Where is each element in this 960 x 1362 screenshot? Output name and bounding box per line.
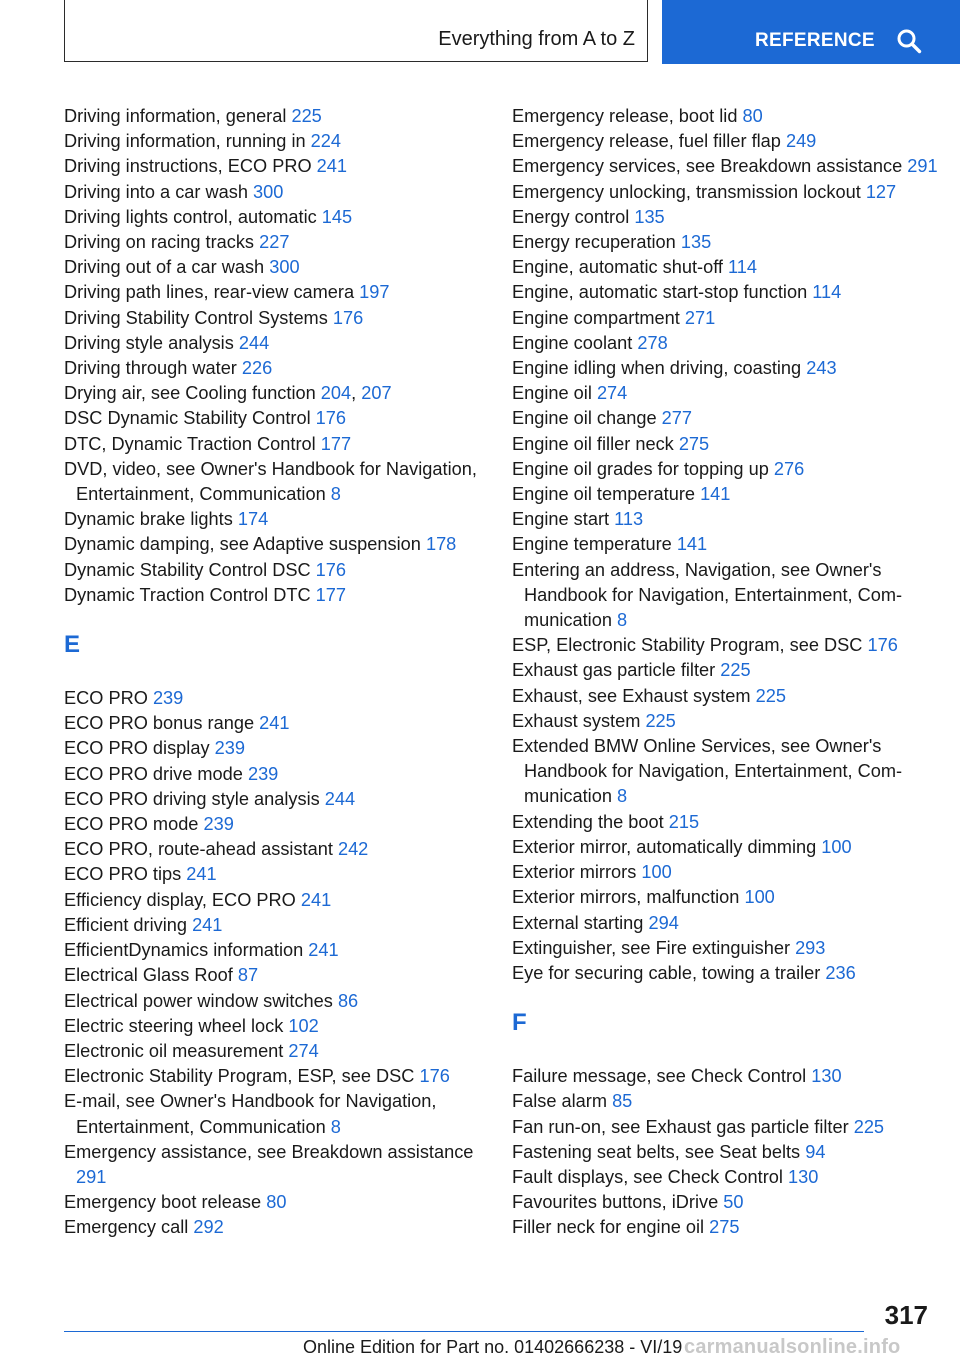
page-reference-link[interactable]: 242	[337, 839, 369, 860]
index-entry	[64, 432, 484, 457]
page-reference-link[interactable]: 178	[425, 534, 457, 555]
index-entry-text: Favourites buttons, iDrive	[512, 1192, 724, 1213]
index-entry	[512, 255, 952, 280]
index-entry	[64, 255, 484, 280]
index-entry-text: Exhaust system	[512, 710, 646, 731]
index-entry	[512, 1215, 952, 1240]
index-letter-heading: F	[512, 1009, 527, 1037]
index-entry-text: Driving Stability Control Systems	[64, 307, 333, 328]
index-entry	[64, 812, 484, 837]
index-entry	[64, 913, 484, 938]
index-entry-text: Dynamic brake lights	[64, 509, 238, 530]
index-entry	[64, 736, 484, 761]
page-reference-link[interactable]: 227	[259, 232, 290, 253]
page-reference-link[interactable]: 130	[811, 1066, 842, 1087]
index-entry-text: Emergency call	[64, 1217, 194, 1238]
index-entry-text: Efficient driving	[64, 914, 193, 935]
index-entry-text: Fastening seat belts, see Seat belts	[512, 1141, 806, 1162]
index-entry-text: ECO PRO drive mode	[64, 763, 248, 784]
index-entry-text: Engine, automatic start-stop function	[512, 282, 813, 303]
index-entry	[512, 658, 952, 683]
index-entry	[64, 331, 484, 356]
reference-label: REFERENCE	[755, 30, 875, 51]
page-reference-link[interactable]: 141	[700, 484, 731, 505]
index-entry	[64, 583, 484, 608]
page-reference-link[interactable]: 239	[247, 763, 279, 784]
index-entry-text: Electronic Stability Program, ESP, see DSC	[64, 1066, 420, 1087]
page-reference-link[interactable]: 225	[291, 106, 322, 126]
index-entry	[512, 406, 952, 431]
page-reference-link[interactable]: 271	[684, 307, 716, 328]
index-entry	[512, 280, 952, 305]
index-entry	[512, 331, 952, 356]
index-entry-text: Driving information, general	[64, 106, 292, 126]
index-entry-text: ECO PRO mode	[64, 814, 204, 835]
page-reference-link[interactable]: 135	[680, 232, 712, 253]
index-entry	[64, 180, 484, 205]
index-entry	[512, 129, 952, 154]
index-entry	[64, 1089, 484, 1139]
index-entry-text: Engine idling when driving, coasting	[512, 358, 807, 379]
index-entry-text: Engine compartment	[512, 307, 685, 328]
index-entry	[512, 1165, 952, 1190]
index-entry-text: ECO PRO	[64, 688, 153, 709]
page-reference-link[interactable]: 8	[617, 610, 628, 631]
index-entry-text: Driving out of a car wash	[64, 257, 270, 278]
index-entry	[64, 306, 484, 331]
index-entry	[512, 1064, 952, 1089]
page-reference-link[interactable]: 86	[337, 990, 359, 1011]
index-entry-text: Engine coolant	[512, 332, 638, 353]
index-entry-text: EfficientDynamics information	[64, 940, 309, 961]
index-entry-text: Driving style analysis	[64, 332, 239, 353]
index-entry	[64, 938, 484, 963]
index-entry-text: Efficiency display, ECO PRO	[64, 889, 301, 910]
index-entry	[512, 1115, 952, 1140]
index-entry-text: Electrical Glass Roof	[64, 965, 238, 986]
page-reference-link[interactable]: 294	[648, 912, 679, 933]
index-entry-text: Electrical power window switches	[64, 990, 338, 1011]
index-entry-text: Driving information, running in	[64, 131, 311, 152]
section-title: Everything from A to Z	[438, 28, 635, 50]
page-reference-link[interactable]: 291	[907, 156, 938, 177]
index-entry	[512, 835, 952, 860]
index-entry	[64, 787, 484, 812]
index-entry-text: Failure message, see Check Control	[512, 1066, 812, 1087]
index-entry-text: Emergency services, see Breakdown assistance	[512, 156, 908, 177]
index-column-left	[64, 104, 484, 1241]
page-reference-link[interactable]: 135	[634, 206, 665, 227]
index-entry-text: Engine oil grades for topping up	[512, 458, 774, 479]
page-reference-link[interactable]: 225	[720, 660, 751, 681]
index-entry-text: Engine temperature	[512, 534, 677, 555]
page-reference-link[interactable]: 145	[321, 206, 353, 227]
search-icon[interactable]	[896, 28, 922, 54]
index-entry-text: ECO PRO, route-ahead assistant	[64, 839, 338, 860]
page-reference-link[interactable]: 239	[152, 688, 184, 709]
index-entry-text: Exhaust gas particle filter	[512, 660, 721, 681]
index-entry-text: Engine, automatic shut-off	[512, 257, 729, 278]
page-reference-link[interactable]: 100	[744, 887, 775, 908]
index-entry	[512, 532, 952, 557]
page-reference-link[interactable]: 50	[723, 1192, 744, 1213]
index-entry-text: Driving path lines, rear-view camera	[64, 282, 360, 303]
index-entry	[64, 457, 484, 507]
index-column-right	[512, 104, 952, 1241]
index-entry-text: Emergency release, boot lid	[512, 106, 743, 126]
index-entry-text: Engine start	[512, 509, 615, 530]
index-entry	[512, 104, 952, 129]
index-entry	[512, 734, 952, 810]
page-reference-link[interactable]: 215	[668, 811, 700, 832]
index-entry	[64, 686, 484, 711]
page-reference-link[interactable]: 8	[617, 786, 628, 807]
index-entry	[512, 1140, 952, 1165]
index-entry-text: DTC, Dynamic Traction Control	[64, 433, 321, 454]
index-entry	[512, 860, 952, 885]
index-entry	[64, 711, 484, 736]
page-reference-link[interactable]: 114	[812, 282, 842, 303]
page-reference-link[interactable]: 274	[288, 1040, 319, 1061]
index-entry	[64, 989, 484, 1014]
index-entry-text: Exterior mirrors, malfunction	[512, 887, 745, 908]
page-reference-link[interactable]: 85	[612, 1091, 633, 1112]
index-entry-text: Energy control	[512, 206, 635, 227]
index-entry	[64, 104, 484, 129]
index-entry-text: Entering an address, Navigation, see Owner's Handbook for Navigation, Entertainment, Communication	[512, 559, 903, 631]
index-entry-text: ECO PRO tips	[64, 864, 187, 885]
index-entry-text: E-mail, see Owner's Handbook for Navigation, Entertainment, Communication	[64, 1091, 437, 1137]
index-entry	[64, 837, 484, 862]
page-reference-link[interactable]: 127	[865, 181, 897, 202]
index-entry	[64, 507, 484, 532]
index-entry	[512, 154, 952, 179]
page-reference-link[interactable]: 275	[678, 433, 710, 454]
index-entry	[512, 457, 952, 482]
index-entry	[512, 961, 952, 986]
index-entry	[512, 709, 952, 734]
index-entry	[512, 306, 952, 331]
index-entry-text: Emergency assistance, see Breakdown assistance	[64, 1141, 474, 1162]
index-entry	[64, 1014, 484, 1039]
page-reference-link[interactable]: 87	[237, 965, 259, 986]
page-reference-link[interactable]: 94	[805, 1141, 826, 1162]
page-reference-link[interactable]: 243	[806, 358, 837, 379]
index-entry	[64, 888, 484, 913]
index-entry	[512, 230, 952, 255]
page-reference-link[interactable]: 102	[288, 1015, 319, 1036]
index-entry	[64, 963, 484, 988]
page-reference-link[interactable]: 241	[259, 713, 290, 734]
index-entry	[512, 1190, 952, 1215]
index-entry-text: ESP, Electronic Stability Program, see DSC	[512, 635, 868, 656]
page-reference-link[interactable]: 236	[825, 962, 856, 983]
index-entry-text: Extended BMW Online Services, see Owner's Handbook for Navigation, Entertainment, Communication	[512, 736, 903, 807]
index-entry	[512, 684, 952, 709]
page-reference-link[interactable]: 291	[76, 1166, 107, 1187]
index-entry-text: Dynamic Traction Control DTC	[64, 584, 316, 605]
index-entry	[64, 1064, 484, 1089]
index-entry	[64, 381, 484, 406]
index-entry-text: Energy recuperation	[512, 232, 681, 253]
index-entry	[64, 862, 484, 887]
index-entry-text: Engine oil filler neck	[512, 433, 679, 454]
index-entry	[64, 129, 484, 154]
page-reference-link[interactable]: 276	[773, 458, 805, 479]
index-entry-text: Emergency unlocking, transmission lockout	[512, 181, 866, 202]
index-entry	[512, 432, 952, 457]
page-reference-link[interactable]: 141	[676, 534, 708, 555]
page-reference-link[interactable]: 239	[203, 814, 234, 835]
index-entry	[64, 1140, 484, 1190]
page-reference-link[interactable]: 176	[315, 408, 347, 429]
page-reference-link[interactable]: 241	[186, 864, 217, 885]
index-entry	[64, 762, 484, 787]
page-reference-link[interactable]: 177	[315, 584, 347, 605]
index-entry	[64, 356, 484, 381]
page-reference-link[interactable]: 176	[419, 1066, 450, 1087]
index-entry-text: ECO PRO driving style analysis	[64, 788, 325, 809]
index-entry	[512, 356, 952, 381]
page-reference-link[interactable]: 8	[330, 1116, 341, 1137]
page-reference-link[interactable]: 277	[661, 408, 693, 429]
page-reference-link[interactable]: 207	[361, 383, 392, 404]
index-entry	[64, 280, 484, 305]
page-reference-link[interactable]: 241	[300, 889, 332, 910]
edition-info: Online Edition for Part no. 01402666238 - VI/19	[303, 1337, 683, 1357]
index-entry-text: Emergency boot release	[64, 1192, 267, 1213]
page-reference-link[interactable]: 241	[308, 940, 339, 961]
index-entry-text: Driving lights control, automatic	[64, 206, 322, 227]
page-reference-link[interactable]: 176	[315, 559, 347, 580]
index-letter-heading: E	[64, 631, 81, 659]
footer-divider	[64, 1331, 864, 1332]
page-reference-link[interactable]: 204	[320, 383, 352, 404]
page-reference-link[interactable]: 176	[867, 635, 898, 656]
index-entry-text: Electronic oil measurement	[64, 1040, 289, 1061]
index-entry	[512, 180, 952, 205]
page-reference-link[interactable]: 176	[332, 307, 364, 328]
index-entry-text: Filler neck for engine oil	[512, 1217, 710, 1238]
page-reference-link[interactable]: 244	[324, 788, 356, 809]
index-entry	[64, 1215, 484, 1240]
index-entry-text: Eye for securing cable, towing a trailer	[512, 962, 826, 983]
index-entry-text: Driving into a car wash	[64, 181, 254, 202]
index-entry-text: Dynamic Stability Control DSC	[64, 559, 316, 580]
index-entry	[64, 1039, 484, 1064]
index-entry	[512, 507, 952, 532]
index-entry	[64, 154, 484, 179]
page-reference-link[interactable]: 274	[596, 383, 628, 404]
index-entry-text: Engine oil	[512, 383, 597, 404]
index-entry-text: Exterior mirrors	[512, 862, 642, 883]
index-entry-text: DSC Dynamic Stability Control	[64, 408, 316, 429]
index-entry-text: False alarm	[512, 1091, 613, 1112]
index-entry	[64, 558, 484, 583]
index-entry	[512, 911, 952, 936]
page-reference-link[interactable]: 114	[728, 257, 758, 278]
page-reference-link[interactable]: 292	[193, 1217, 224, 1238]
page-reference-link[interactable]: 241	[316, 156, 348, 177]
page-reference-link[interactable]: 80	[266, 1192, 287, 1213]
index-entry-text: Electric steering wheel lock	[64, 1015, 289, 1036]
index-entry	[512, 558, 952, 634]
reference-tab[interactable]	[662, 0, 960, 64]
index-entry	[512, 482, 952, 507]
index-entry	[512, 205, 952, 230]
page-number: 317	[884, 1300, 928, 1330]
page-reference-link[interactable]: 249	[785, 131, 817, 152]
page-reference-link[interactable]: 244	[238, 332, 270, 353]
index-entry-text: Exhaust, see Exhaust system	[512, 685, 756, 706]
index-entry	[512, 885, 952, 910]
index-entry-text: Extending the boot	[512, 811, 669, 832]
section-title-tab	[64, 0, 648, 62]
page-reference-link[interactable]: 8	[330, 484, 341, 505]
index-entry-text: External starting	[512, 912, 649, 933]
index-entry-text: Driving on racing tracks	[64, 232, 260, 253]
page-reference-link[interactable]: 300	[269, 257, 300, 278]
index-entry-text: Exterior mirror, automatically dimming	[512, 836, 822, 857]
index-entry-text: Fan run-on, see Exhaust gas particle filter	[512, 1116, 854, 1137]
index-entry	[512, 633, 952, 658]
index-entry	[512, 936, 952, 961]
index-entry	[64, 205, 484, 230]
watermark: carmanualsonline.info	[684, 1336, 901, 1358]
page-reference-link[interactable]: 293	[795, 937, 826, 958]
page-reference-link[interactable]: 177	[320, 433, 352, 454]
page-reference-link[interactable]: 226	[241, 358, 273, 379]
index-entry-text: ECO PRO bonus range	[64, 713, 260, 734]
index-entry-text: Driving through water	[64, 358, 242, 379]
index-entry	[512, 810, 952, 835]
page-reference-link[interactable]: 174	[237, 509, 269, 530]
index-entry	[64, 532, 484, 557]
page-reference-link[interactable]: 113	[614, 509, 644, 530]
page-reference-link[interactable]: 225	[853, 1116, 885, 1137]
page-reference-link[interactable]: 130	[787, 1166, 819, 1187]
page-reference-link[interactable]: 300	[253, 181, 284, 202]
index-entry-text: Driving instructions, ECO PRO	[64, 156, 317, 177]
index-entry-text: Extinguisher, see Fire extinguisher	[512, 937, 796, 958]
index-entry	[64, 1190, 484, 1215]
index-entry	[64, 406, 484, 431]
index-entry-text: Engine oil temperature	[512, 484, 701, 505]
page-reference-link[interactable]: 100	[641, 862, 672, 883]
index-entry-text: Drying air, see Cooling function	[64, 383, 321, 404]
page-reference-link[interactable]: 100	[821, 836, 852, 857]
page-reference-link[interactable]: 225	[755, 685, 786, 706]
page-reference-separator: ,	[351, 383, 362, 404]
page-reference-link[interactable]: 278	[637, 332, 668, 353]
page-header	[64, 0, 960, 64]
index-entry-text: Fault displays, see Check Control	[512, 1166, 788, 1187]
index-entry-text: DVD, video, see Owner's Handbook for Navigation, Entertainment, Communication	[64, 458, 477, 505]
index-entry-text: Emergency release, fuel filler flap	[512, 131, 786, 152]
index-entry-text: Dynamic damping, see Adaptive suspension	[64, 534, 426, 555]
index-entry	[64, 230, 484, 255]
index-entry-text: Engine oil change	[512, 408, 662, 429]
index-entry-text: ECO PRO display	[64, 738, 215, 759]
page-reference-link[interactable]: 275	[709, 1217, 740, 1238]
page-reference-link[interactable]: 241	[192, 914, 223, 935]
page-reference-link[interactable]: 80	[742, 106, 763, 126]
page-reference-link[interactable]: 239	[214, 738, 245, 759]
index-entry	[512, 381, 952, 406]
page-reference-link[interactable]: 225	[645, 710, 676, 731]
page-reference-link[interactable]: 224	[310, 131, 342, 152]
page-reference-link[interactable]: 197	[359, 282, 390, 303]
index-entry	[512, 1089, 952, 1114]
